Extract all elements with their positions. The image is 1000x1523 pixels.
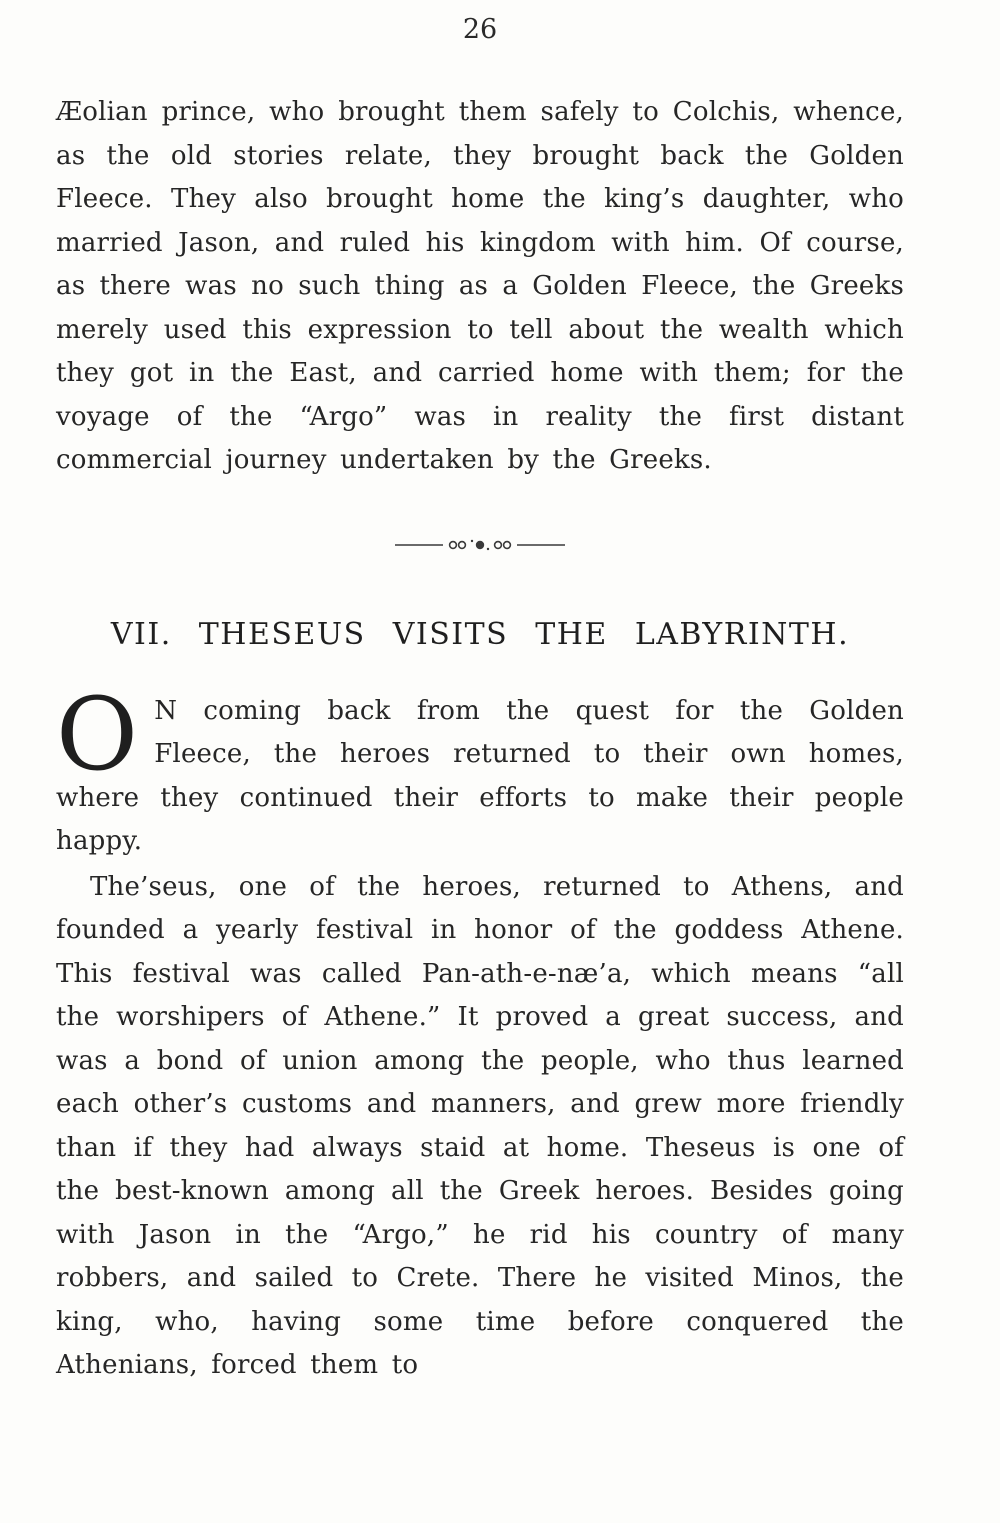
- dropcap-letter: O: [56, 675, 139, 793]
- paragraph-golden-fleece-continuation: Æolian prince, who brought them safely to Colchis, whence, as the old stories relate, they brought back the Golden Fleece. They also brought home the king’s daughter, who married Jason, and ruled his kingdom with him. Of course, as there was no such thing as a Golden Fleece, the Greeks merely used this expression to tell about the wealth which they got in the East, and carried home with them; for the voyage of the “Argo” was in reality the first distant commercial journey undertaken by the Greeks.: [56, 97, 904, 475]
- paragraph-opening: [56, 675, 904, 864]
- fleuron-icon: [395, 537, 565, 553]
- section-divider-ornament: [56, 537, 904, 553]
- page-number: 26: [462, 14, 498, 45]
- chapter-heading: VII. THESEUS VISITS THE LABYRINTH.: [110, 616, 850, 652]
- paragraph-theseus: The’seus, one of the heroes, returned to Athens, and founded a yearly festival in honor of the goddess Athene. This festival was called Pan-ath-e-næ’a, which means “all the worshipers of Athene.” It proved a great success, and was a bond of union among the people, who thus learned each other’s customs and manners, and grew more friendly than if they had always staid at home. Theseus is one of the best-known among all the Greek heroes. Besides going with Jason in the “Argo,” he rid his country of many robbers, and sailed to Crete. There he visited Minos, the king, who, having some time before conquered the Athenians, forced them to: [56, 871, 904, 1380]
- paragraph-opening-text: N coming back from the quest for the Golden Fleece, the heroes returned to their own homes, where they continued their efforts to make their people happy.: [56, 695, 904, 856]
